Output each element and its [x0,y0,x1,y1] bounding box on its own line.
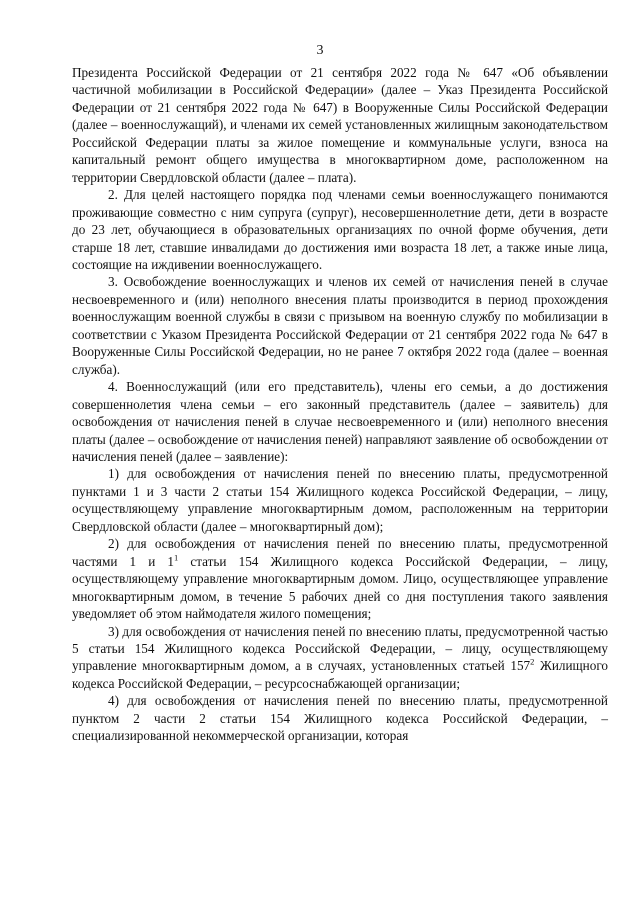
superscript: 1 [174,552,179,563]
paragraph [72,64,608,186]
paragraph-text: 2) для освобождения от начисления пеней по внесению платы, предусмотренной частями 1 и 1 [72,536,608,569]
page-number: 3 [316,43,324,58]
paragraph [72,378,608,465]
paragraph [72,465,608,535]
paragraph [72,535,608,622]
paragraph [72,692,608,744]
paragraph [72,273,608,378]
paragraph-text: Президента Российской Федерации от 21 сентября 2022 года № 647 «Об объявлении частичной мобилизации в Российской Федерации» (далее – Указ Президента Российской Федерации от 21 сентября 2022 года № 647) в Вооруженные Силы Российской Федерации (далее – военнослужащий), и членами их семей установленных жилищным законодательством Российской Федерации платы за жилое помещение и коммунальные услуги, взноса на капитальный ремонт общего имущества в многоквартирном доме, расположенном на территории Свердловской области (далее – плата). [72,65,608,185]
paragraph-text: 3) для освобождения от начисления пеней по внесению платы, предусмотренной частью 5 статьи 154 Жилищного кодекса Российской Федерации, – лицу, осуществляющему управление многоквартирным домом, а в случаях, установленных статьей 157 [72,623,608,674]
paragraph-text: статьи 154 Жилищного кодекса Российской Федерации, – лицу, осуществляющему управление многоквартирным домом. Лицо, осуществляющее управление многоквартирным домом, в течение 5 рабочих дней со дня поступления такого заявления уведомляет об этом наймодателя жилого помещения; [72,553,608,622]
document-body [72,64,608,745]
superscript: 2 [530,657,535,668]
paragraph [72,623,608,693]
paragraph-text: 4. Военнослужащий (или его представитель), члены его семьи, а до достижения совершеннолетия члена семьи – его законный представитель (далее – заявитель) для освобождения от начисления пеней в случае несвоевременного и (или) неполного внесения платы (далее – освобождение от начисления пеней) направляют заявление об освобождении от начисления пеней (далее – заявление): [72,379,608,464]
paragraph-text: 3. Освобождение военнослужащих и членов их семей от начисления пеней в случае несвоевременного и (или) неполного внесения платы производится в период прохождения военнослужащим военной службы в связи с призывом на военную службу по мобилизации в соответствии с Указом Президента Российской Федерации от 21 сентября 2022 года № 647 в Вооруженные Силы Российской Федерации, но не ранее 7 октября 2022 года (далее – военная служба). [72,274,608,377]
paragraph-text: Жилищного кодекса Российской Федерации, – ресурсоснабжающей организации; [72,658,608,691]
paragraph [72,186,608,273]
paragraph-text: 1) для освобождения от начисления пеней по внесению платы, предусмотренной пунктами 1 и 3 части 2 статьи 154 Жилищного кодекса Российской Федерации, – лицу, осуществляющему управление многоквартирным домом, расположенным на территории Свердловской области (далее – многоквартирный дом); [72,466,608,534]
paragraph-text: 4) для освобождения от начисления пеней по внесению платы, предусмотренной пунктом 2 части 2 статьи 154 Жилищного кодекса Российской Федерации, – специализированной некоммерческой организации, которая [72,693,608,744]
paragraph-text: 2. Для целей настоящего порядка под членами семьи военнослужащего понимаются проживающие совместно с ним супруга (супруг), несовершеннолетние дети, дети в возрасте до 23 лет, обучающиеся в образовательных организациях по очной форме обучения, дети старше 18 лет, ставшие инвалидами до достижения ими возраста 18 лет, а также иные лица, состоящие на иждивении военнослужащего. [72,187,608,272]
